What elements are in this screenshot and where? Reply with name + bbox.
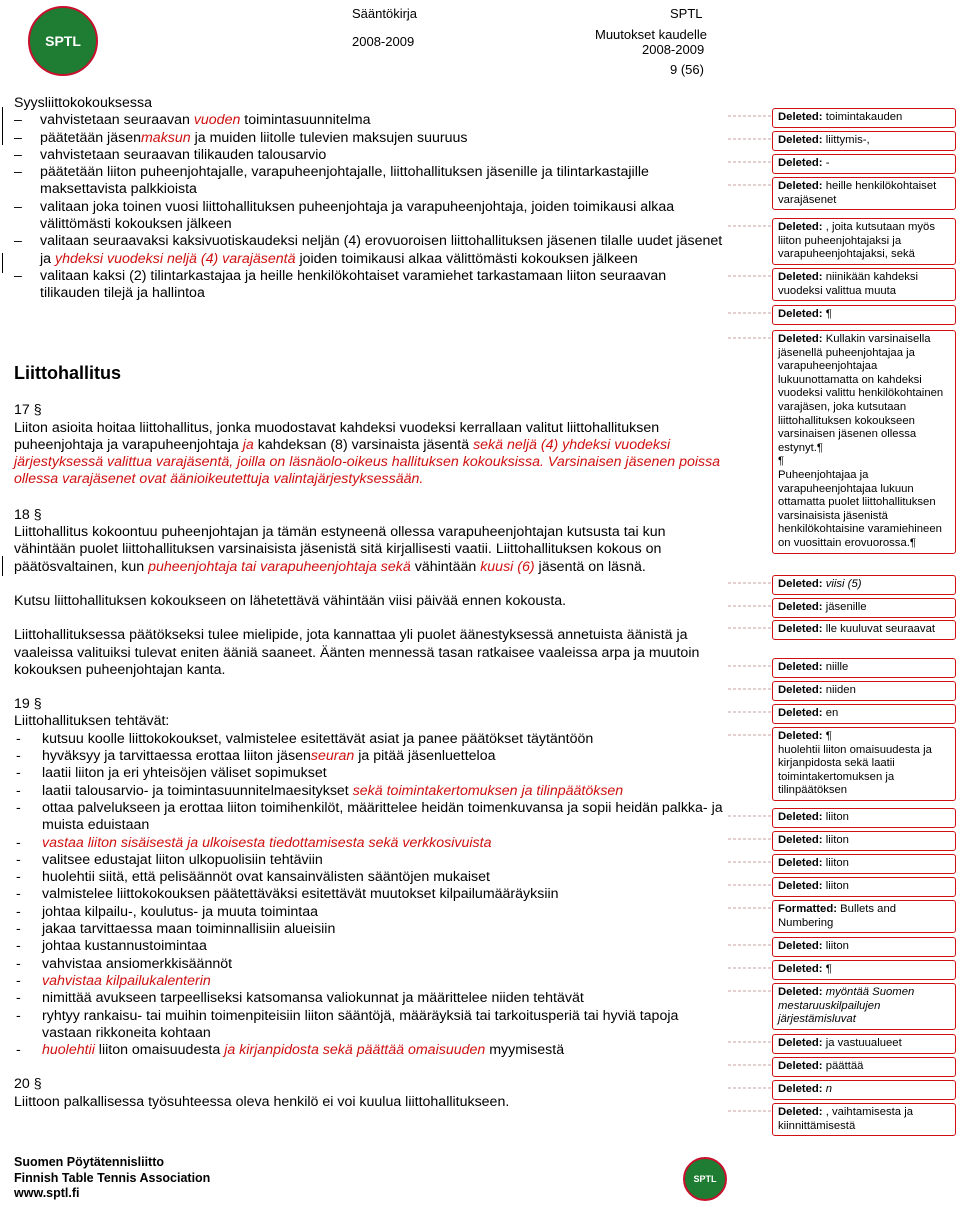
text-segment: toimintasuunnitelma	[240, 112, 371, 129]
balloon-kind: Deleted:	[778, 707, 826, 719]
dash-bullet: -	[16, 1042, 21, 1059]
dash-bullet: -	[16, 799, 21, 816]
revision-balloon[interactable]	[772, 598, 956, 618]
balloon-text: liiton	[825, 940, 849, 952]
revision-balloon[interactable]	[772, 218, 956, 265]
dash-bullet: –	[14, 112, 22, 129]
balloon-kind: Deleted:	[778, 578, 826, 590]
section-heading: Liittohallitus	[14, 363, 121, 383]
balloon-text: niiden	[825, 684, 856, 696]
balloon-kind: Deleted:	[778, 834, 826, 846]
balloon-kind: Deleted:	[778, 880, 826, 892]
balloon-kind: Deleted:	[778, 1083, 826, 1095]
inserted-text: huolehtii	[42, 1042, 95, 1059]
text-segment: Liiton asioita hoitaa liittohallitus, jonka muodostavat kahdeksi vuodeksi kerrallaan valitut liittohallituksen puheenjohtaja ja varapuheenjohtaja	[14, 419, 660, 453]
balloon-text: ¶ huolehtii liiton omaisuudesta ja kirjanpidosta sekä laatii toimintakertomuksen ja tilinpäätöksen	[778, 730, 932, 797]
balloon-kind: Deleted:	[778, 221, 826, 233]
balloon-text: n	[825, 1083, 833, 1095]
balloon-text: heille henkilökohtaiset varajäsenet	[778, 180, 937, 206]
text-segment: päätetään jäsen	[40, 129, 141, 146]
dash-bullet: -	[16, 1007, 21, 1024]
dash-bullet: –	[14, 267, 22, 284]
balloon-kind: Deleted:	[778, 730, 826, 742]
dash-bullet: -	[16, 886, 21, 903]
dash-bullet: -	[16, 938, 21, 955]
logo-text: SPTL	[693, 1174, 717, 1184]
revision-balloon[interactable]	[772, 983, 956, 1030]
balloon-kind: Deleted:	[778, 623, 826, 635]
balloon-kind: Deleted:	[778, 940, 826, 952]
header-year: 2008-2009	[352, 34, 415, 49]
text-segment: ottaa palvelukseen ja erottaa liiton toimihenkilöt, määrittelee heidän toimenkuvansa ja sopii heidän palkka- ja muista eduistaan	[42, 799, 723, 834]
balloon-kind: Deleted:	[778, 271, 826, 283]
dash-bullet: -	[16, 730, 21, 747]
inserted-text: sekä neljä (4) yhdeksi vuodeksi järjestyksessä valittua varajäsentä, joilla on läsnäolo-oikeus hallituksen kokouksissa. Varsinaisen jäsenen poissa ollessa varajäsenet ovat äänioikeutettuja valintajärjestyksessään.	[14, 436, 721, 488]
revision-balloon[interactable]	[772, 1057, 956, 1077]
dash-bullet: -	[16, 869, 21, 886]
text-segment: ryhtyy rankaisu- tai muihin toimenpiteisiin liiton sääntöjä, määräyksiä tai tarkoitusperiä tai hyviä tapoja vastaan rikkoneita kohtaan	[42, 1007, 679, 1041]
dash-bullet: -	[16, 851, 21, 868]
text-segment: nimittää avukseen tarpeelliseksi katsomansa valiokunnat ja määrittelee niiden tehtävät	[42, 990, 584, 1007]
text-segment: huolehtii siitä, että pelisäännöt ovat kansainvälisten sääntöjen mukaiset	[42, 869, 490, 886]
inserted-text: vahvistaa kilpailukalenterin	[42, 972, 211, 989]
paragraph-17-number: 17 §	[14, 402, 42, 419]
dash-bullet: -	[16, 765, 21, 782]
inserted-text: vastaa liiton sisäisestä ja ulkoisesta tiedottamisesta sekä verkkosivuista	[42, 834, 492, 851]
text-segment: ja muiden liitolle tulevien maksujen suuruus	[190, 129, 468, 146]
text-segment: Liittohallitus kokoontuu puheenjohtajan ja tämän estyneenä ollessa varapuheenjohtajan kutsusta tai kun vähintään puolet liittohallituksen varsinaisista jäsenistä sitä kirjallisesti vaatii. Liittohallituksen kokous on päätösvaltainen, kun	[14, 524, 666, 575]
paragraph-19-number: 19 §	[14, 696, 42, 713]
revision-balloon[interactable]	[772, 1034, 956, 1054]
inserted-text: puheenjohtaja tai varapuheenjohtaja sekä	[148, 558, 411, 575]
text-segment: myymisestä	[485, 1042, 565, 1059]
header-org: SPTL	[670, 6, 703, 21]
balloon-text: liiton	[825, 857, 849, 869]
text-segment: valitaan joka toinen vuosi liittohallituksen puheenjohtaja ja varapuheenjohtaja, joiden toimikausi alkaa välittömästi kokouksen jälkeen	[40, 198, 675, 233]
balloon-text: , vaihtamisesta ja kiinnittämisestä	[778, 1106, 913, 1132]
balloon-kind: Deleted:	[778, 963, 826, 975]
text-segment: vahvistetaan seuraavan tilikauden talousarvio	[40, 146, 327, 163]
balloon-kind: Formatted:	[778, 903, 841, 915]
balloon-text: niille	[825, 661, 849, 673]
revision-balloon[interactable]	[772, 177, 956, 210]
revision-balloon[interactable]	[772, 854, 956, 874]
header-changes-year: 2008-2009	[642, 42, 705, 57]
revision-balloon[interactable]	[772, 658, 956, 678]
text-segment: hyväksyy ja tarvittaessa erottaa liiton jäsen	[42, 748, 311, 765]
revision-balloon[interactable]	[772, 305, 956, 325]
balloon-text: en	[825, 707, 839, 719]
text-segment: jäsentä on läsnä.	[534, 558, 646, 575]
balloon-text: liittymis-,	[825, 134, 870, 146]
revision-balloon[interactable]	[772, 330, 956, 554]
revision-balloon[interactable]	[772, 620, 956, 640]
balloon-text: ¶	[825, 308, 832, 320]
balloon-text: ja vastuualueet	[825, 1037, 902, 1049]
text-segment: johtaa kustannustoimintaa	[42, 938, 207, 955]
section-title: Syysliittokokouksessa	[14, 95, 152, 111]
text-segment: vahvistetaan seuraavan	[40, 112, 194, 129]
paragraph-18-number: 18 §	[14, 506, 42, 523]
revision-balloon[interactable]	[772, 960, 956, 980]
text-segment: joiden toimikausi alkaa välittömästi kokouksen jälkeen	[295, 250, 638, 267]
balloon-kind: Deleted:	[778, 333, 826, 345]
inserted-text: ja	[242, 436, 254, 453]
header-changes: Muutokset kaudelle	[595, 27, 708, 42]
balloon-text: myöntää Suomen mestaruuskilpailujen järjestämisluvat	[778, 986, 915, 1026]
balloon-kind: Deleted:	[778, 1037, 826, 1049]
footer-url[interactable]: www.sptl.fi	[14, 1186, 80, 1200]
balloon-kind: Deleted:	[778, 661, 826, 673]
dash-bullet: –	[14, 129, 22, 146]
balloon-text: , joita kutsutaan myös liiton puheenjohtajaksi ja varapuheenjohtajaksi, sekä	[778, 221, 935, 261]
dash-bullet: -	[16, 782, 21, 799]
balloon-kind: Deleted:	[778, 857, 826, 869]
dash-bullet: -	[16, 834, 21, 851]
revision-balloon[interactable]	[772, 1080, 956, 1100]
text-segment: valmistelee liittokokouksen päätettäväksi esitettävät muutokset kilpailumääräyksiin	[42, 886, 559, 903]
inserted-text: yhdeksi vuodeksi neljä (4) varajäsentä	[54, 250, 296, 267]
balloon-text: päättää	[825, 1060, 864, 1072]
text-segment: valitaan kaksi (2) tilintarkastajaa ja heille henkilökohtaiset varamiehet tarkastamaan liiton seuraavan tilikauden tilejä ja hallintoa	[40, 267, 667, 302]
header-title: Sääntökirja	[352, 6, 418, 21]
inserted-text: vuoden	[193, 112, 241, 129]
balloon-kind: Deleted:	[778, 180, 826, 192]
paragraph-18c: Liittohallituksessa päätökseksi tulee mielipide, jota kannattaa yli puolet äänestyksessä annetuista äänistä ja vaaleissa valituiksi tulevat eniten ääniä saaneet. Äänten mennessä tasan ratkaisee vaaleissa arpa ja muutoin kokouksen puheenjohtajan kanta.	[14, 627, 700, 678]
footer-org-fi: Suomen Pöytätennisliitto	[14, 1155, 165, 1169]
balloon-text: ¶	[825, 963, 832, 975]
paragraph-20-number: 20 §	[14, 1076, 42, 1093]
dash-bullet: –	[14, 164, 22, 181]
revision-balloon[interactable]	[772, 877, 956, 897]
inserted-text: maksun	[140, 129, 191, 146]
text-segment: jakaa tarvittaessa maan toiminnallisiin alueisiin	[42, 921, 336, 938]
text-segment: johtaa kilpailu-, koulutus- ja muuta toimintaa	[42, 903, 319, 920]
balloon-text: Bullets and Numbering	[778, 903, 897, 929]
balloon-kind: Deleted:	[778, 1106, 826, 1118]
text-segment: vähintään	[410, 558, 481, 575]
balloon-text: liiton	[825, 834, 849, 846]
dash-bullet: -	[16, 990, 21, 1007]
footer-logo	[683, 1157, 727, 1201]
paragraph-18b: Kutsu liittohallituksen kokoukseen on lähetettävä vähintään viisi päivää ennen kokousta.	[14, 592, 567, 609]
balloon-text: niinikään kahdeksi vuodeksi valittua muuta	[778, 271, 919, 297]
balloon-text: toimintakauden	[825, 111, 903, 123]
balloon-kind: Deleted:	[778, 1060, 826, 1072]
balloon-text: Kullakin varsinaisella jäsenellä puheenjohtajaa ja varapuheenjohtajaa lukuunottamatta on kahdeksi vuodeksi valittu henkilökohtainen varajäsen, joka kutsutaan liittohallituksen kokoukseen varsinaisen jäsenen ollessa estynyt.¶ ¶ Puheenjohtajaa ja varapuheenjohtajaa lukuun ottamatta puolet liittohallituksen varsinaisista jäsenistä henkilökohtaisine varamiehineen on vuosittain erovuorossa.¶	[778, 333, 944, 549]
dash-bullet: –	[14, 146, 22, 163]
dash-bullet: -	[16, 921, 21, 938]
footer	[14, 1155, 210, 1202]
footer-org-en: Finnish Table Tennis Association	[14, 1170, 211, 1185]
dash-bullet: -	[16, 748, 21, 765]
balloon-text: liiton	[825, 880, 849, 892]
text-segment: ja pitää jäsenluetteloa	[354, 748, 496, 765]
revision-balloon[interactable]	[772, 154, 956, 174]
balloon-kind: Deleted:	[778, 157, 826, 169]
balloon-text: viisi (5)	[825, 578, 862, 590]
text-segment: laatii liiton ja eri yhteisöjen väliset sopimukset	[42, 765, 327, 782]
balloon-kind: Deleted:	[778, 986, 826, 998]
revision-balloon[interactable]	[772, 704, 956, 724]
revision-balloon[interactable]	[772, 681, 956, 701]
revision-balloon[interactable]	[772, 575, 956, 595]
text-segment: kahdeksan (8) varsinaista jäsentä	[253, 436, 474, 453]
inserted-text: ja kirjanpidosta sekä päättää omaisuuden	[224, 1042, 486, 1059]
balloon-text: liiton	[825, 811, 849, 823]
balloon-text: -	[825, 157, 830, 169]
page-number: 9 (56)	[670, 62, 704, 77]
inserted-text: sekä toimintakertomuksen ja tilinpäätöksen	[352, 782, 624, 799]
balloon-kind: Deleted:	[778, 134, 826, 146]
revision-balloon[interactable]	[772, 727, 956, 801]
balloon-kind: Deleted:	[778, 111, 826, 123]
paragraph-20: Liittoon palkallisessa työsuhteessa oleva henkilö ei voi kuulua liittohallitukseen.	[14, 1093, 510, 1110]
balloon-kind: Deleted:	[778, 811, 826, 823]
dash-bullet: -	[16, 903, 21, 920]
revision-balloon[interactable]	[772, 1103, 956, 1136]
text-segment: vahvistaa ansiomerkkisäännöt	[42, 955, 233, 972]
revision-balloon[interactable]	[772, 831, 956, 851]
inserted-text: seuran	[310, 748, 355, 765]
text-segment: kutsuu koolle liittokokoukset, valmistelee esitettävät asiat ja panee päätökset täytäntöön	[42, 730, 594, 747]
text-segment: laatii talousarvio- ja toimintasuunnitelmaesitykset	[42, 782, 353, 799]
balloon-text: lle kuuluvat seuraavat	[825, 623, 935, 635]
revision-balloon[interactable]	[772, 108, 956, 128]
text-segment: valitsee edustajat liiton ulkopuolisiin tehtäviin	[42, 851, 323, 868]
dash-bullet: –	[14, 233, 22, 250]
balloon-kind: Deleted:	[778, 308, 826, 320]
balloon-kind: Deleted:	[778, 601, 826, 613]
logo-text: SPTL	[45, 33, 81, 49]
text-segment: liiton omaisuudesta	[94, 1042, 225, 1059]
revision-balloon[interactable]	[772, 268, 956, 301]
dash-bullet: –	[14, 198, 22, 215]
dash-bullet: -	[16, 972, 21, 989]
revision-balloon[interactable]	[772, 808, 956, 828]
balloon-text: jäsenille	[825, 601, 867, 613]
revision-balloon[interactable]	[772, 131, 956, 151]
paragraph-19-intro: Liittohallituksen tehtävät:	[14, 713, 170, 730]
dash-bullet: -	[16, 955, 21, 972]
revision-balloon[interactable]	[772, 937, 956, 957]
text-segment: päätetään liiton puheenjohtajalle, varapuheenjohtajalle, liittohallituksen jäsenille ja tilintarkastajille maksettavista palkkioista	[40, 164, 649, 198]
revision-balloon[interactable]	[772, 900, 956, 933]
text-segment: valitaan seuraavaksi kaksivuotiskaudeksi neljän (4) erovuoroisen liittohallituksen jäsenen tilalle uudet jäsenet ja	[40, 233, 723, 267]
balloon-kind: Deleted:	[778, 684, 826, 696]
inserted-text: kuusi (6)	[480, 558, 535, 575]
